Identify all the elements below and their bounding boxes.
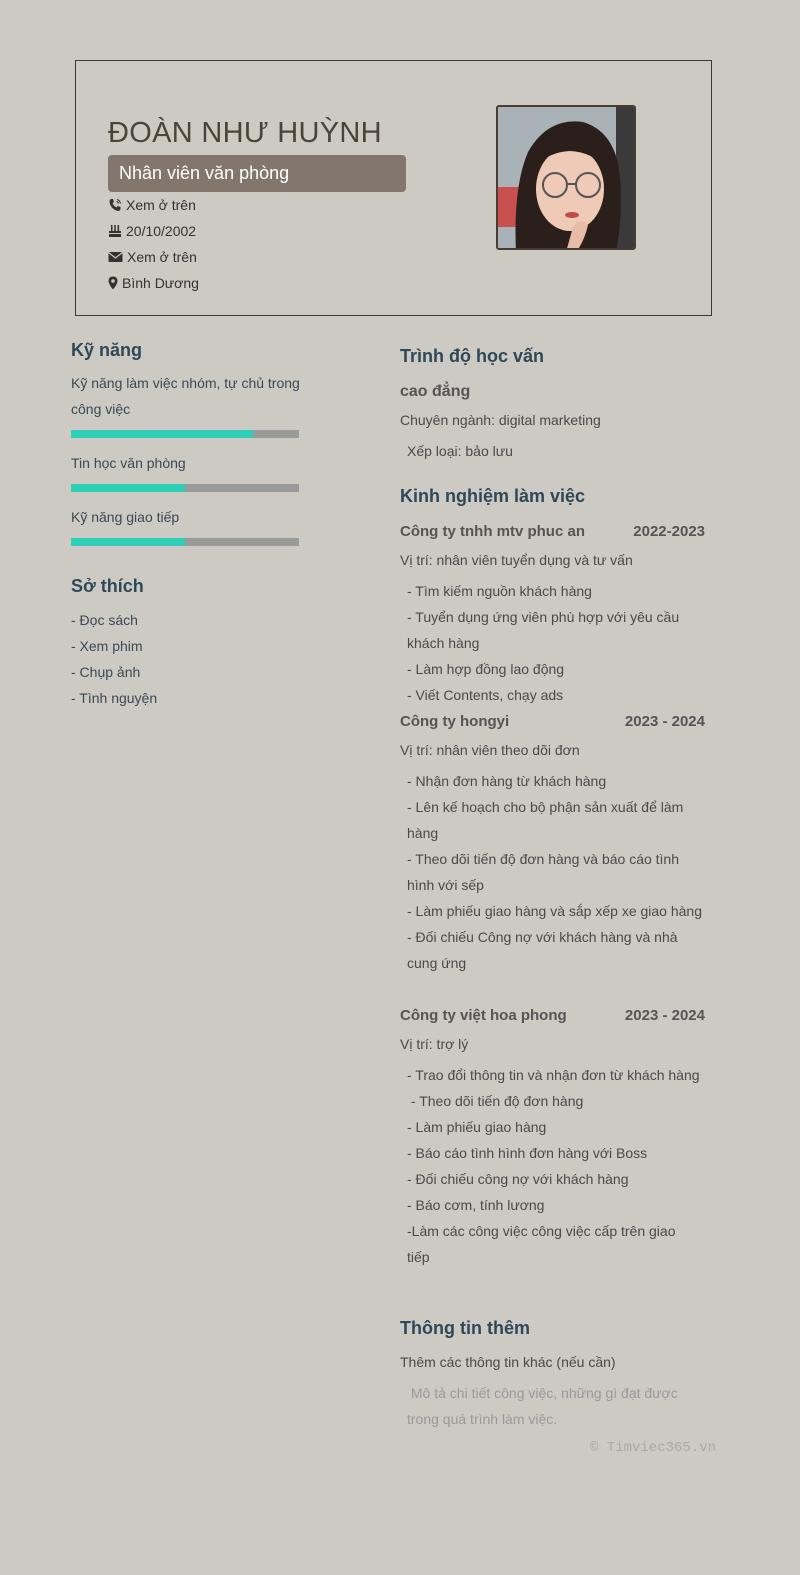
job-company: Công ty tnhh mtv phuc an [400, 523, 585, 540]
job-years: 2023 - 2024 [624, 713, 705, 730]
skill-bar-fill [71, 538, 185, 546]
job-years: 2022-2023 [633, 523, 705, 540]
contact-email [108, 249, 197, 265]
hobby-item: - Chụp ảnh [71, 664, 141, 680]
education-level: cao đẳng [400, 383, 471, 400]
skill-bar [71, 484, 299, 492]
job-duty: - Tuyển dụng ứng viên phù hợp với yêu cầu [407, 609, 680, 625]
contact-birthday-text: 20/10/2002 [126, 223, 197, 239]
job-duty: khách hàng [407, 635, 480, 651]
hobby-item: - Xem phim [71, 638, 143, 654]
contact-address [108, 275, 199, 291]
experience-title: Kinh nghiệm làm việc [400, 486, 586, 506]
job-company: Công ty việt hoa phong [400, 1007, 567, 1024]
job-duty: hình với sếp [407, 877, 484, 893]
hobby-item: - Tình nguyện [71, 690, 158, 706]
hobby-item: - Đọc sách [71, 612, 138, 628]
job-role-badge: Nhân viên văn phòng [108, 155, 406, 192]
job-duty: -Làm các công việc công việc cấp trên giao [407, 1223, 676, 1239]
skill-bar [71, 538, 299, 546]
education-grade: Xếp loại: bảo lưu [407, 443, 513, 459]
education-title: Trình độ học vấn [400, 346, 545, 366]
copyright-footer: © Timviec365.vn [590, 1440, 717, 1456]
job-position: Vị trí: trợ lý [400, 1036, 469, 1052]
cv-header [75, 60, 712, 316]
job-duty: - Làm phiếu giao hàng và sắp xếp xe giao hàng [407, 903, 702, 919]
job-duty: - Báo cáo tình hình đơn hàng với Boss [407, 1145, 648, 1161]
job-duty: - Báo cơm, tính lương [407, 1197, 545, 1213]
skill-bar [71, 430, 299, 438]
contact-address-text: Bình Dương [122, 275, 199, 291]
contact-phone [108, 197, 196, 213]
envelope-icon [108, 251, 123, 263]
profile-photo [496, 105, 636, 250]
contact-email-text: Xem ở trên [127, 249, 197, 265]
job-duty: - Đối chiếu công nợ với khách hàng [407, 1171, 629, 1187]
job-duty: - Tìm kiếm nguồn khách hàng [407, 583, 592, 599]
skill-label: công việc [71, 401, 131, 417]
job-duty: - Theo dõi tiến độ đơn hàng và báo cáo tình [407, 851, 680, 867]
skill-bar-fill [71, 484, 185, 492]
extra-info-title: Thông tin thêm [400, 1318, 530, 1338]
skills-title: Kỹ năng [71, 340, 143, 360]
job-duty: - Trao đổi thông tin và nhận đơn từ khách hàng [407, 1067, 700, 1083]
contact-phone-text: Xem ở trên [126, 197, 196, 213]
job-duty: - Làm hợp đồng lao động [407, 661, 565, 677]
job-duty: - Theo dõi tiến độ đơn hàng [407, 1093, 584, 1109]
job-duty: - Làm phiếu giao hàng [407, 1119, 547, 1135]
extra-info-subtitle: Thêm các thông tin khác (nếu cần) [400, 1354, 616, 1370]
extra-info-description: Mô tả chi tiết công việc, những gì đạt được [407, 1385, 678, 1401]
contact-birthday [108, 223, 196, 239]
job-duty: cung ứng [407, 955, 467, 971]
job-duty: tiếp [407, 1249, 430, 1265]
candidate-name: ĐOÀN NHƯ HUỲNH [108, 117, 382, 149]
extra-info-description: trong quá trình làm việc. [407, 1411, 558, 1427]
job-duty: hàng [407, 825, 439, 841]
skill-label: Tin học văn phòng [71, 455, 186, 471]
job-position: Vị trí: nhân viên theo dõi đơn [400, 742, 580, 758]
job-company: Công ty hongyi [400, 713, 510, 730]
location-pin-icon [108, 276, 118, 290]
job-duty: - Lên kế hoạch cho bộ phận sản xuất để làm [407, 799, 684, 815]
job-position: Vị trí: nhân viên tuyển dụng và tư vấn [400, 552, 633, 568]
job-duty: - Nhận đơn hàng từ khách hàng [407, 773, 607, 789]
birthday-cake-icon [108, 224, 122, 238]
job-duty: - Viết Contents, chạy ads [407, 687, 564, 703]
job-years: 2023 - 2024 [624, 1007, 705, 1024]
skill-bar-fill [71, 430, 253, 438]
hobbies-title: Sở thích [71, 576, 144, 596]
skill-label: Kỹ năng giao tiếp [71, 509, 180, 525]
job-duty: - Đối chiếu Công nợ với khách hàng và nhà [407, 929, 678, 945]
education-major: Chuyên ngành: digital marketing [400, 412, 601, 428]
skill-label: Kỹ năng làm việc nhóm, tự chủ trong [71, 375, 300, 391]
phone-icon [108, 198, 122, 212]
